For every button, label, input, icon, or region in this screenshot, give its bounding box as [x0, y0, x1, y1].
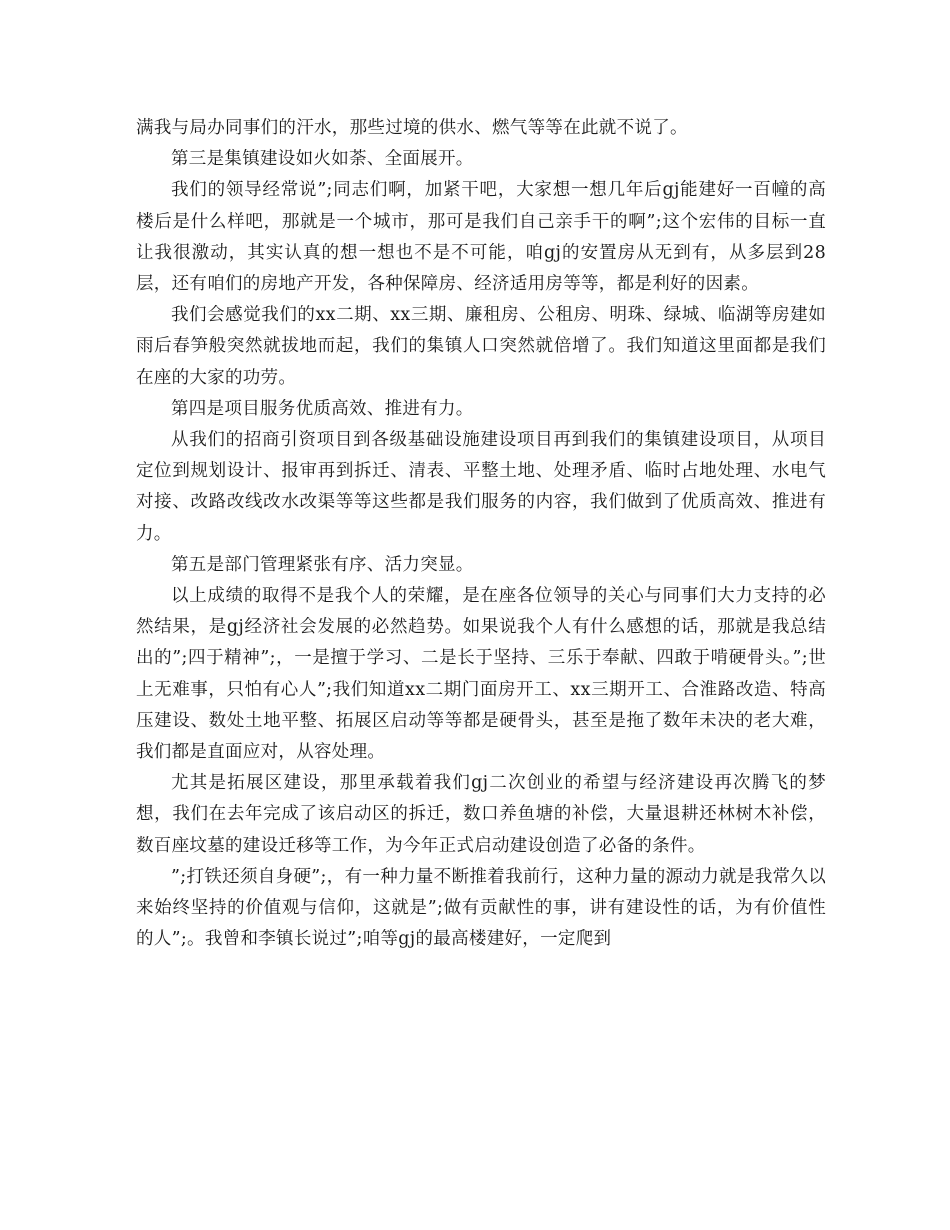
- paragraph-4: 我们会感觉我们的xx二期、xx三期、廉租房、公租房、明珠、绿城、临湖等房建如雨后春笋般突然就拔地而起，我们的集镇人口突然就倍增了。我们知道这里面都是我们在座的大家的功劳。: [136, 305, 826, 388]
- paragraph-9: 尤其是拓展区建设，那里承载着我们gj二次创业的希望与经济建设再次腾飞的梦想，我们在去年完成了该启动区的拆迁，数口养鱼塘的补偿，大量退耕还林树木补偿，数百座坟墓的建设迁移等工作，为今年正式启动建设创造了必备的条件。: [136, 773, 826, 856]
- paragraph-2: 第三是集镇建设如火如荼、全面展开。: [171, 149, 474, 170]
- paragraph-1: 满我与局办同事们的汗水，那些过境的供水、燃气等等在此就不说了。: [136, 118, 688, 138]
- paragraph-7: 第五是部门管理紧张有序、活力突显。: [171, 554, 474, 575]
- paragraph-6: 从我们的招商引资项目到各级基础设施建设项目再到我们的集镇建设项目，从项目定位到规划设计、报审再到拆迁、清表、平整土地、处理矛盾、临时占地处理、水电气对接、改路改线改水改渠等等这些都是我们服务的内容，我们做到了优质高效、推进有力。: [136, 430, 826, 544]
- paragraph-8: 以上成绩的取得不是我个人的荣耀，是在座各位领导的关心与同事们大力支持的必然结果，是gj经济社会发展的必然趋势。如果说我个人有什么感想的话，那就是我总结出的”;四于精神”;，一是擅于学习、二是长于坚持、三乐于奉献、四敢于啃硬骨头。”;世上无难事，只怕有心人”;我们知道xx二期门面房开工、xx三期开工、合淮路改造、特高压建设、数处土地平整、拓展区启动等等都是硬骨头，甚至是拖了数年未决的老大难，我们都是直面应对，从容处理。: [136, 586, 826, 763]
- paragraph-10: ”;打铁还须自身硬”;，有一种力量不断推着我前行，这种力量的源动力就是我常久以来始终坚持的价值观与信仰，这就是”;做有贡献性的事，讲有建设性的话，为有价值性的人”;。我曾和李镇长说过”;咱等gj的最高楼建好，一定爬到: [136, 866, 826, 950]
- document-body: [136, 113, 826, 955]
- paragraph-5: 第四是项目服务优质高效、推进有力。: [171, 398, 474, 419]
- paragraph-3: 我们的领导经常说”;同志们啊，加紧干吧，大家想一想几年后gj能建好一百幢的高楼后是什么样吧，那就是一个城市，那可是我们自己亲手干的啊”;这个宏伟的目标一直让我很激动，其实认真的想一想也不是不可能，咱gj的安置房从无到有，从多层到28层，还有咱们的房地产开发，各种保障房、经济适用房等等，都是利好的因素。: [136, 180, 826, 295]
